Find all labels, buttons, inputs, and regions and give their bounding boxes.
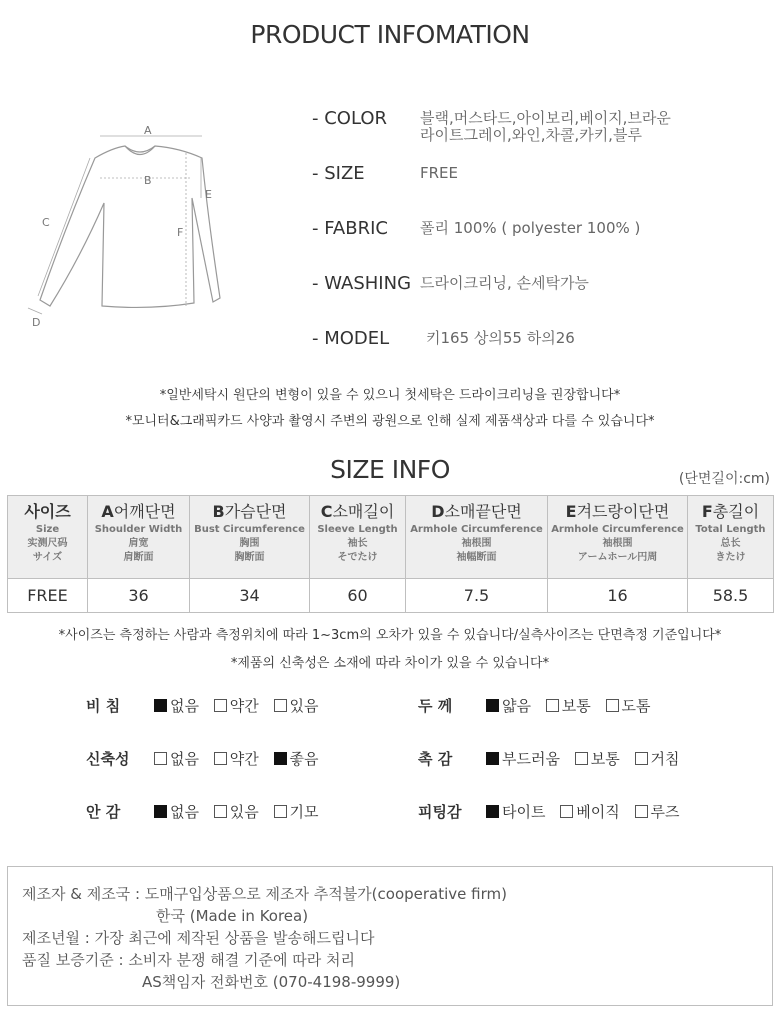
footer-value: 소비자 분쟁 해결 기준에 따라 처리: [128, 951, 356, 969]
unit-label: (단면길이:cm): [678, 471, 770, 487]
checkbox-checked: [154, 805, 167, 818]
date-line: [22, 927, 374, 948]
option-label: 없음: [170, 697, 199, 715]
col-sub: 袖根围: [461, 538, 492, 549]
feature-option[interactable]: [560, 801, 619, 822]
feature-option[interactable]: [214, 801, 259, 822]
info-value-line: 라이트그레이,와인,차콜,카키,블루: [420, 126, 642, 144]
col-sub: アームホール円周: [577, 552, 658, 563]
col-header-e: [548, 496, 688, 579]
diagram-label-c: C: [42, 216, 50, 229]
col-letter: C: [320, 502, 333, 521]
page-title: PRODUCT INFOMATION: [250, 20, 530, 49]
col-sub: 袖根围: [602, 538, 633, 549]
info-label: - COLOR: [312, 108, 388, 129]
option-label: 보통: [561, 697, 591, 715]
col-name: 가슴단면: [224, 502, 287, 521]
option-label: 도톰: [621, 697, 651, 715]
col-sub: Size: [35, 524, 60, 535]
footer-value: 도매구입상품으로 제조자 추적불가(cooperative firm): [144, 885, 507, 903]
col-sub: Shoulder Width: [94, 524, 183, 535]
checkbox-empty: [214, 699, 227, 712]
col-sub: 实测尺码: [27, 538, 68, 549]
table-cell: 7.5: [406, 579, 548, 613]
feature-label: 신축성: [86, 750, 130, 768]
feature-option[interactable]: [635, 748, 680, 769]
info-value: [420, 110, 671, 144]
feature-option[interactable]: [486, 695, 531, 716]
col-sub: 胸围: [239, 538, 260, 549]
col-name: 사이즈: [24, 502, 71, 521]
feature-label: 피팅감: [418, 803, 462, 821]
col-sub: 胸断面: [234, 552, 265, 563]
checkbox-empty: [546, 699, 559, 712]
option-label: 기모: [289, 803, 319, 821]
col-name: 어깨단면: [113, 502, 176, 521]
col-header-f: [688, 496, 774, 579]
option-label: 약간: [229, 697, 259, 715]
col-sub: Bust Circumference: [194, 524, 305, 535]
feature-option[interactable]: [154, 748, 199, 769]
checkbox-empty: [635, 752, 648, 765]
option-label: 없음: [170, 803, 199, 821]
feature-option[interactable]: [274, 801, 319, 822]
col-sub: 总长: [720, 538, 741, 549]
feature-option[interactable]: [546, 695, 591, 716]
col-letter: A: [101, 502, 114, 521]
option-label: 없음: [170, 750, 199, 768]
option-label: 약간: [229, 750, 259, 768]
notice-color: *모니터&그래픽카드 사양과 촬영시 주변의 광원으로 인해 실제 제품색상과 다를 수 있습니다*: [125, 414, 655, 429]
table-cell: 58.5: [688, 579, 774, 613]
quality-line: [22, 949, 355, 970]
table-cell: FREE: [8, 579, 88, 613]
col-sub: 肩断面: [123, 552, 154, 563]
checkbox-empty: [575, 752, 588, 765]
checkbox-empty: [635, 805, 648, 818]
feature-option[interactable]: [154, 695, 199, 716]
option-label: 루즈: [650, 803, 680, 821]
info-value: FREE: [420, 164, 459, 182]
info-value-line: 블랙,머스타드,아이보리,베이지,브라운: [420, 109, 671, 127]
diagram-label-d: D: [32, 316, 41, 329]
feature-option[interactable]: [274, 695, 319, 716]
feature-option[interactable]: [274, 748, 319, 769]
info-value: 키165 상의55 하의26: [426, 329, 575, 347]
col-sub: 袖幅断面: [456, 552, 497, 563]
checkbox-empty: [154, 752, 167, 765]
col-header-b: [190, 496, 310, 579]
col-sub: きたけ: [715, 552, 746, 563]
option-label: 있음: [289, 697, 319, 715]
footer-label: 제조년월 :: [22, 929, 90, 947]
size-note-error: *사이즈는 측정하는 사람과 측정위치에 따라 1~3cm의 오차가 있을 수 있습니다/실측사이즈는 단면측정 기준입니다*: [58, 628, 722, 643]
manufacturer-info-box: [7, 866, 773, 1006]
diagram-label-e: E: [205, 188, 212, 201]
option-label: 부드러움: [502, 750, 560, 768]
notice-washing: *일반세탁시 원단의 변형이 있을 수 있으니 첫세탁은 드라이크리닝을 권장합니다*: [159, 388, 621, 403]
feature-option[interactable]: [486, 748, 560, 769]
size-table: [7, 495, 774, 613]
feature-option[interactable]: [606, 695, 651, 716]
col-header-d: [406, 496, 548, 579]
info-label: - MODEL: [312, 328, 390, 349]
garment-measurement-diagram: [20, 118, 250, 338]
col-name: 소매끝단면: [444, 502, 522, 521]
col-sub: 肩宽: [128, 538, 149, 549]
col-letter: F: [701, 502, 713, 521]
col-header-a: [88, 496, 190, 579]
option-label: 타이트: [502, 803, 546, 821]
checkbox-empty: [214, 752, 227, 765]
manufacturer-line: [22, 883, 507, 904]
checkbox-empty: [560, 805, 573, 818]
info-label: - WASHING: [312, 273, 412, 294]
option-label: 베이직: [576, 803, 620, 821]
feature-option[interactable]: [214, 748, 259, 769]
checkbox-checked: [486, 699, 499, 712]
col-sub: そでたけ: [337, 552, 378, 563]
col-sub: Sleeve Length: [317, 524, 398, 535]
checkbox-checked: [486, 805, 499, 818]
col-header-size: [8, 496, 88, 579]
size-table-header: [8, 496, 774, 579]
diagram-label-f: F: [177, 226, 184, 239]
option-label: 거침: [650, 750, 680, 768]
col-sub: サイズ: [32, 552, 63, 563]
info-label: - SIZE: [312, 163, 365, 184]
checkbox-checked: [274, 752, 287, 765]
feature-option[interactable]: [154, 801, 199, 822]
col-sub: Armhole Circumference: [551, 524, 684, 535]
table-cell: 34: [190, 579, 310, 613]
feature-label: 안 감: [86, 803, 121, 821]
col-letter: D: [431, 502, 445, 521]
table-cell: 60: [310, 579, 406, 613]
checkbox-empty: [274, 699, 287, 712]
feature-option[interactable]: [575, 748, 620, 769]
checkbox-empty: [606, 699, 619, 712]
diagram-label-a: A: [144, 124, 152, 137]
col-sub: Total Length: [695, 524, 766, 535]
feature-option[interactable]: [486, 801, 545, 822]
option-label: 있음: [229, 803, 259, 821]
footer-label: 제조자 & 제조국 :: [22, 885, 140, 903]
size-info-title: SIZE INFO: [330, 455, 450, 484]
as-contact-line: AS책임자 전화번호 (070-4198-9999): [142, 973, 401, 991]
feature-option[interactable]: [214, 695, 259, 716]
table-row: [8, 579, 774, 613]
checkbox-checked: [154, 699, 167, 712]
col-name: 총길이: [712, 502, 760, 521]
col-sub: 袖长: [347, 538, 368, 549]
feature-label: 촉 감: [418, 750, 453, 768]
size-note-stretch: *제품의 신축성은 소재에 따라 차이가 있을 수 있습니다*: [230, 656, 550, 671]
info-value: 폴리 100% ( polyester 100% ): [420, 219, 641, 237]
feature-label: 두 께: [418, 697, 453, 715]
checkbox-empty: [214, 805, 227, 818]
footer-value: 가장 최근에 제작된 상품을 발송해드립니다: [94, 929, 375, 947]
col-sub: Armhole Circumference: [410, 524, 543, 535]
option-label: 좋음: [289, 750, 319, 768]
checkbox-checked: [486, 752, 499, 765]
table-cell: 16: [548, 579, 688, 613]
col-header-c: [310, 496, 406, 579]
table-cell: 36: [88, 579, 190, 613]
col-name: 겨드랑이단면: [576, 502, 670, 521]
feature-option[interactable]: [635, 801, 680, 822]
country-line: 한국 (Made in Korea): [156, 907, 309, 925]
option-label: 얇음: [502, 697, 531, 715]
feature-label: 비 침: [86, 697, 121, 715]
footer-label: 품질 보증기준 :: [22, 951, 124, 969]
checkbox-empty: [274, 805, 287, 818]
col-name: 소매길이: [332, 502, 395, 521]
info-value: 드라이크리닝, 손세탁가능: [420, 274, 589, 292]
col-letter: E: [565, 502, 577, 521]
col-letter: B: [212, 502, 225, 521]
info-label: - FABRIC: [312, 218, 388, 239]
diagram-label-b: B: [144, 174, 152, 187]
option-label: 보통: [590, 750, 620, 768]
